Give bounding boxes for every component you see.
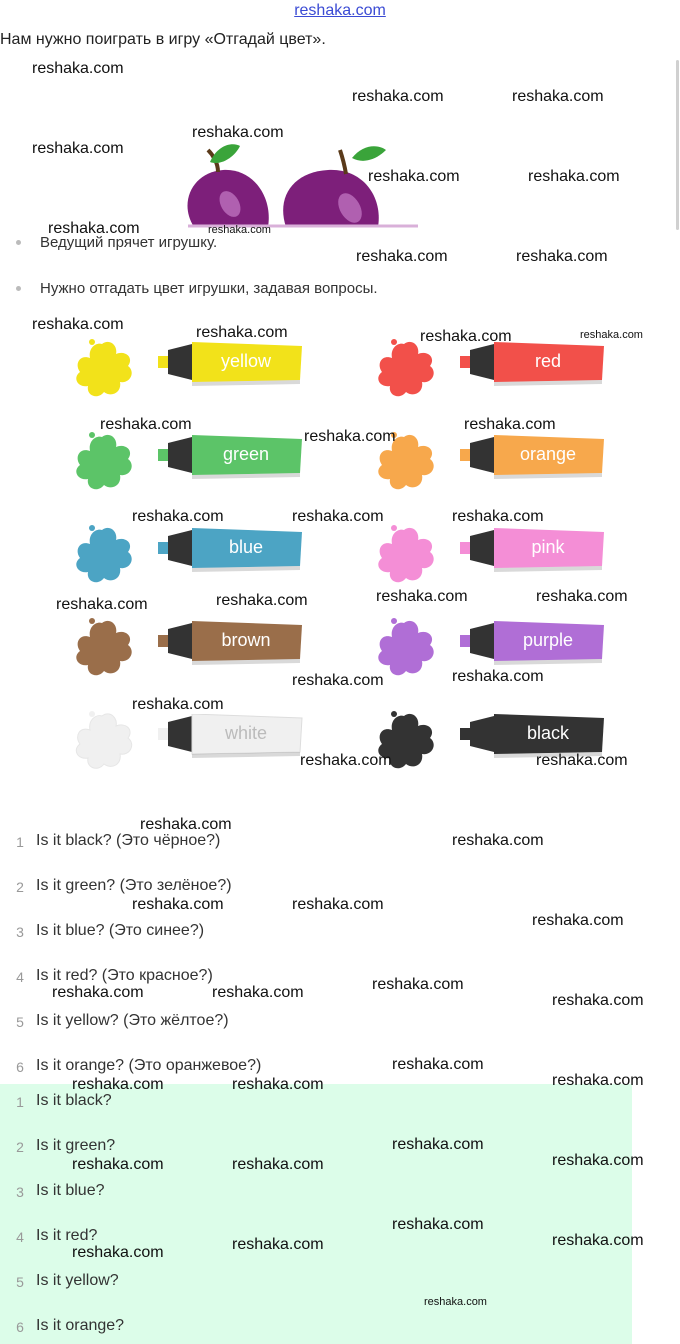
marker-label: purple (522, 630, 574, 650)
marker-label: white (224, 723, 268, 743)
marker-label: yellow (220, 351, 272, 371)
color-splat-yellow (72, 336, 140, 398)
color-splat-purple (374, 615, 442, 677)
marker-label: orange (519, 444, 577, 464)
watermark-text: reshaka.com (536, 752, 628, 769)
watermark-text: reshaka.com (32, 316, 124, 333)
marker-label: pink (531, 537, 565, 557)
marker-brown (158, 621, 306, 669)
watermark-text: reshaka.com (56, 596, 148, 613)
marker-label: green (222, 444, 270, 464)
bullet-item: Нужно отгадать цвет игрушки, задавая вопросы. (40, 280, 378, 297)
watermark-text: reshaka.com (32, 60, 124, 77)
watermark-text: reshaka.com (72, 1244, 164, 1261)
watermark-text: reshaka.com (232, 1156, 324, 1173)
marker-label: blue (228, 537, 264, 557)
watermark-text: reshaka.com (232, 1236, 324, 1253)
watermark-text: reshaka.com (292, 508, 384, 525)
watermark-text: reshaka.com (140, 816, 232, 833)
marker-pink (460, 528, 608, 576)
watermark-text: reshaka.com (392, 1056, 484, 1073)
watermark-text: reshaka.com (516, 248, 608, 265)
answer-number: 2 (16, 1139, 24, 1155)
watermark-text: reshaka.com (532, 912, 624, 929)
answer-text: Is it red? (36, 1227, 98, 1244)
answer-text: Is it green? (36, 1137, 116, 1154)
watermark-text: reshaka.com (376, 588, 468, 605)
watermark-text: reshaka.com (512, 88, 604, 105)
watermark-text-small: reshaka.com (580, 329, 643, 341)
question-text: Is it blue? (Это синее?) (36, 922, 205, 939)
marker-label: red (534, 351, 561, 371)
marker-red (460, 342, 608, 390)
marker-label: black (526, 723, 570, 743)
marker-yellow (158, 342, 306, 390)
watermark-text: reshaka.com (552, 992, 644, 1009)
question-text: Is it orange? (Это оранжевое?) (36, 1057, 262, 1074)
watermark-text: reshaka.com (292, 672, 384, 689)
plums-illustration (168, 142, 420, 230)
watermark-text: reshaka.com (552, 1232, 644, 1249)
watermark-text-small: reshaka.com (208, 224, 271, 236)
watermark-text: reshaka.com (452, 668, 544, 685)
watermark-text-small: reshaka.com (424, 1296, 487, 1308)
watermark-text: reshaka.com (72, 1156, 164, 1173)
marker-orange (460, 435, 608, 483)
watermark-text: reshaka.com (464, 416, 556, 433)
watermark-text: reshaka.com (300, 752, 392, 769)
question-text: Is it black? (Это чёрное?) (36, 832, 221, 849)
scrollbar[interactable] (676, 60, 679, 230)
watermark-text: reshaka.com (304, 428, 396, 445)
question-number: 6 (16, 1059, 24, 1075)
watermark-text: reshaka.com (452, 508, 544, 525)
watermark-text: reshaka.com (292, 896, 384, 913)
watermark-text: reshaka.com (196, 324, 288, 341)
watermark-text: reshaka.com (452, 832, 544, 849)
question-text: Is it red? (Это красное?) (36, 967, 213, 984)
color-splat-green (72, 429, 140, 491)
watermark-text: reshaka.com (392, 1216, 484, 1233)
watermark-text: reshaka.com (552, 1152, 644, 1169)
answer-text: Is it yellow? (36, 1272, 119, 1289)
watermark-text: reshaka.com (528, 168, 620, 185)
marker-blue (158, 528, 306, 576)
question-text: Is it green? (Это зелёное?) (36, 877, 232, 894)
watermark-text: reshaka.com (420, 328, 512, 345)
answer-text: Is it orange? (36, 1317, 125, 1334)
watermark-text: reshaka.com (132, 696, 224, 713)
watermark-text: reshaka.com (372, 976, 464, 993)
intro-text: Нам нужно поиграть в игру «Отгадай цвет». (0, 31, 326, 48)
question-text: Is it yellow? (Это жёлтое?) (36, 1012, 229, 1029)
watermark-text: reshaka.com (72, 1076, 164, 1093)
marker-white (158, 714, 306, 762)
question-number: 1 (16, 834, 24, 850)
watermark-text: reshaka.com (352, 88, 444, 105)
answer-text: Is it blue? (36, 1182, 105, 1199)
answer-number: 1 (16, 1094, 24, 1110)
question-number: 4 (16, 969, 24, 985)
marker-green (158, 435, 306, 483)
answer-number: 5 (16, 1274, 24, 1290)
marker-purple (460, 621, 608, 669)
watermark-text: reshaka.com (48, 220, 140, 237)
watermark-text: reshaka.com (32, 140, 124, 157)
watermark-text: reshaka.com (368, 168, 460, 185)
question-number: 2 (16, 879, 24, 895)
bullet-item: Ведущий прячет игрушку. (40, 234, 217, 251)
watermark-text: reshaka.com (132, 508, 224, 525)
watermark-text: reshaka.com (356, 248, 448, 265)
question-number: 3 (16, 924, 24, 940)
color-splat-brown (72, 615, 140, 677)
marker-label: brown (221, 630, 271, 650)
answers-block (0, 1084, 632, 1344)
watermark-text: reshaka.com (212, 984, 304, 1001)
watermark-text: reshaka.com (536, 588, 628, 605)
watermark-text: reshaka.com (392, 1136, 484, 1153)
watermark-text: reshaka.com (100, 416, 192, 433)
question-number: 5 (16, 1014, 24, 1030)
watermark-text: reshaka.com (132, 896, 224, 913)
answer-number: 4 (16, 1229, 24, 1245)
color-splat-blue (72, 522, 140, 584)
answer-number: 6 (16, 1319, 24, 1335)
color-splat-pink (374, 522, 442, 584)
answer-text: Is it black? (36, 1092, 112, 1109)
watermark-text: reshaka.com (192, 124, 284, 141)
answer-number: 3 (16, 1184, 24, 1200)
watermark-text: reshaka.com (232, 1076, 324, 1093)
watermark-text: reshaka.com (52, 984, 144, 1001)
color-splat-white (72, 708, 140, 770)
watermark-text: reshaka.com (216, 592, 308, 609)
site-link[interactable]: reshaka.com (294, 2, 386, 19)
watermark-text: reshaka.com (552, 1072, 644, 1089)
